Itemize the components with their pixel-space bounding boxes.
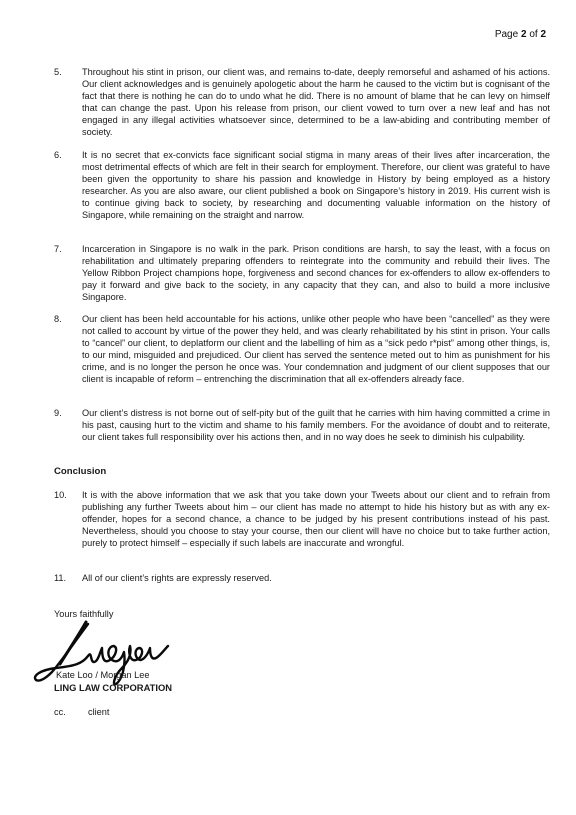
paragraph-text: Incarceration in Singapore is no walk in the park. Prison conditions are harsh, to say the least, with a focus on rehabilitation and ultimately preparing offenders to reintegrate into the community and rebuild their lives. The Yellow Ribbon Project champions hope, forgiveness and second chances for ex-offenders to allow ex-offenders to pay it forward and give back to the society, in any capacity that they can, and also to build a more inclusive Singapore.: [82, 244, 550, 302]
paragraph-8: [54, 314, 550, 385]
conclusion-heading: Conclusion: [54, 466, 107, 477]
paragraph-number: 7.: [54, 244, 62, 254]
paragraph-text: Our client has been held accountable for his actions, unlike other people who have been “cancelled” as they were not called to account by virtue of the power they held, and was clearly rehabilitated by his stint in prison. Your calls to “cancel” our client, to deplatform our client and the labelling of him as a “sick pedo r*pist” among other things, is, to our mind, misguided and prejudiced. Our client has served the sentence meted out to him as punishment for his crime, and is no longer the person he once was. Your condemnation and judgment of our client supposes that our client is incapable of reform – entrenching the discrimination that all ex-offenders already face.: [82, 314, 550, 384]
paragraph-7: [54, 244, 550, 304]
paragraph-number: 5.: [54, 67, 62, 77]
cc-value: client: [88, 707, 110, 717]
paragraph-10: [54, 490, 550, 550]
cc-label: cc.: [54, 707, 66, 717]
paragraph-number: 8.: [54, 314, 62, 324]
paragraph-5: [54, 67, 550, 138]
paragraph-text: Throughout his stint in prison, our client was, and remains to-date, deeply remorseful and ashamed of his actions. Our client acknowledges and is genuinely apologetic about the harm he caused to the victim but is cognisant of the fact that there is nothing he can do to undo what he did. There is no amount of blame that he can levy on himself that can change the past. Upon his release from prison, our client vowed to turn over a new leaf and has not engaged in any illegal activities whatsoever since, determined to be a law-abiding and contributing member of society.: [82, 67, 550, 137]
paragraph-number: 6.: [54, 150, 62, 160]
paragraph-text: It is with the above information that we ask that you take down your Tweets about our client and to refrain from publishing any further Tweets about him – our client has made no attempt to hide his history but as with any ex-offender, hopes for a second chance, a chance to be judged by his present contributions instead of his past. Nevertheless, should you choose to stay your course, then our client will have no choice but to take further action, purely to protect himself – especially if such labels are inaccurate and wrongful.: [82, 490, 550, 548]
paragraph-number: 9.: [54, 408, 62, 418]
paragraph-6: [54, 150, 550, 221]
paragraph-11: [54, 573, 550, 585]
paragraph-number: 10.: [54, 490, 67, 500]
signatory-names: Kate Loo / Morgan Lee: [56, 670, 150, 680]
paragraph-text: Our client’s distress is not borne out of self-pity but of the guilt that he carries with him having committed a crime in his past, causing hurt to the victim and shame to his family members. For the avoidance of doubt and to reiterate, our client takes full responsibility over his actions then, and in no way does he seek to diminish his culpability.: [82, 408, 550, 442]
paragraph-text: All of our client’s rights are expressly reserved.: [82, 573, 272, 583]
page-number: Page 2 of 2: [494, 29, 546, 40]
closing-salutation: Yours faithfully: [54, 609, 114, 619]
paragraph-text: It is no secret that ex-convicts face significant social stigma in many areas of their lives after incarceration, the most detrimental effects of which are felt in their search for employment. Therefore, our client was grateful to have been given the opportunity to share his passion and knowledge in History by being employed as a history researcher. As you are also aware, our client published a book on Singapore’s history in 2019. His current wish is to continue giving back to society, by researching and documenting valuable information on the history of Singapore, while remaining on the straight and narrow.: [82, 150, 550, 220]
firm-name: LING LAW CORPORATION: [54, 682, 173, 693]
paragraph-number: 11.: [54, 573, 67, 583]
paragraph-9: [54, 408, 550, 444]
